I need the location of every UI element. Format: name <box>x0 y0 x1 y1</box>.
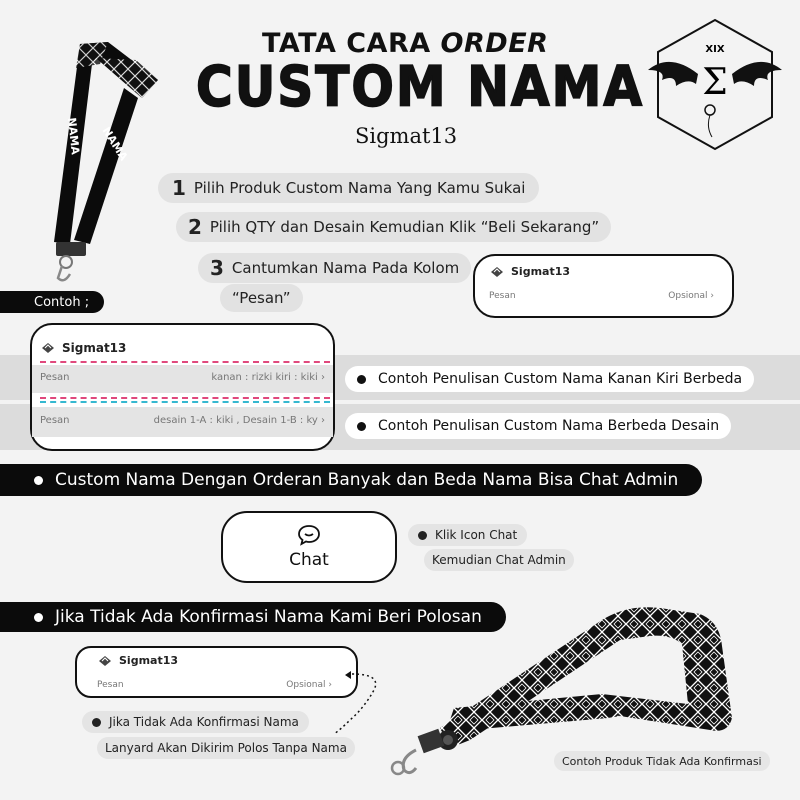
bullet-icon <box>34 613 43 622</box>
bullet-icon <box>34 476 43 485</box>
chat-button[interactable] <box>221 511 397 583</box>
chat-label: Chat <box>289 550 329 570</box>
step-3-number: 3 <box>210 256 224 280</box>
chevron-right-icon: › <box>710 291 714 301</box>
shop-icon <box>491 266 503 278</box>
bullet-icon <box>92 718 101 727</box>
example-row-1-value[interactable]: kanan : rizki kiri : kiki › <box>211 372 325 383</box>
lanyard-top-label-1: NAMA <box>65 116 82 156</box>
bullet-icon <box>418 531 427 540</box>
step-3-line1 <box>198 253 471 283</box>
chevron-right-icon: › <box>328 680 332 690</box>
step-1 <box>158 173 539 203</box>
shop-icon <box>99 655 111 667</box>
lanyard-top-label-2: NAMA <box>99 124 131 164</box>
brand-logo <box>640 12 790 162</box>
example-note-2: Contoh Penulisan Custom Nama Berbeda Desain <box>345 413 731 439</box>
bottom-field-label: Pesan <box>97 680 124 690</box>
banner-chat-admin: Custom Nama Dengan Orderan Banyak dan Beda Nama Bisa Chat Admin <box>0 464 702 496</box>
step-3-label: Cantumkan Nama Pada Kolom <box>231 259 460 277</box>
step-2-number: 2 <box>188 215 202 239</box>
example-card <box>30 323 335 451</box>
chat-note-2: Kemudian Chat Admin <box>424 549 574 571</box>
step3-order-card <box>473 254 734 318</box>
chevron-right-icon: › <box>321 372 325 383</box>
example-shop: Sigmat13 <box>42 341 126 355</box>
bottom-note-1: Jika Tidak Ada Konfirmasi Nama <box>82 711 309 733</box>
bottom-shop: Sigmat13 <box>99 654 178 667</box>
page-title-line1: TATA CARA ORDER <box>262 28 549 59</box>
logo-sigma: Σ <box>702 62 728 103</box>
example-row-2: Pesan desain 1-A : kiki , Desain 1-B : ky › <box>32 407 333 437</box>
contoh-label: Contoh ; <box>0 291 104 313</box>
bullet-icon <box>357 375 366 384</box>
bottom-placeholder[interactable]: Opsional › <box>286 680 332 690</box>
bottom-order-card <box>75 646 358 698</box>
dashed-divider-2 <box>40 397 330 399</box>
chat-note-1: Klik Icon Chat <box>408 524 527 546</box>
step3-placeholder[interactable]: Opsional › <box>668 291 714 301</box>
step-3-line2: “Pesan” <box>220 284 303 312</box>
example-note-1: Contoh Penulisan Custom Nama Kanan Kiri Berbeda <box>345 366 754 392</box>
step-2 <box>176 212 611 242</box>
shop-icon <box>42 342 54 354</box>
step3-shop: Sigmat13 <box>491 265 570 278</box>
dashed-divider-3 <box>40 401 330 403</box>
example-row-1: Pesan kanan : rizki kiri : kiki › <box>32 365 333 393</box>
lanyard-top-image <box>30 34 170 284</box>
brand-name: Sigmat13 <box>355 124 458 148</box>
step-1-label: Pilih Produk Custom Nama Yang Kamu Sukai <box>193 179 526 197</box>
chevron-right-icon: › <box>321 415 325 426</box>
bottom-note-2: Lanyard Akan Dikirim Polos Tanpa Nama <box>97 737 355 759</box>
dashed-divider-1 <box>40 361 330 363</box>
chat-icon <box>297 524 321 546</box>
example-row-2-value[interactable]: desain 1-A : kiki , Desain 1-B : ky › <box>153 415 325 426</box>
step-1-number: 1 <box>172 176 186 200</box>
logo-text: XIX <box>705 44 725 55</box>
product-caption: Contoh Produk Tidak Ada Konfirmasi <box>554 751 770 771</box>
banner-polosan: Jika Tidak Ada Konfirmasi Nama Kami Beri Polosan <box>0 602 506 632</box>
step-2-label: Pilih QTY dan Desain Kemudian Klik “Beli Sekarang” <box>209 218 600 236</box>
bullet-icon <box>357 422 366 431</box>
step3-field-label: Pesan <box>489 291 516 301</box>
page-title-line2: CUSTOM NAMA <box>196 55 645 119</box>
